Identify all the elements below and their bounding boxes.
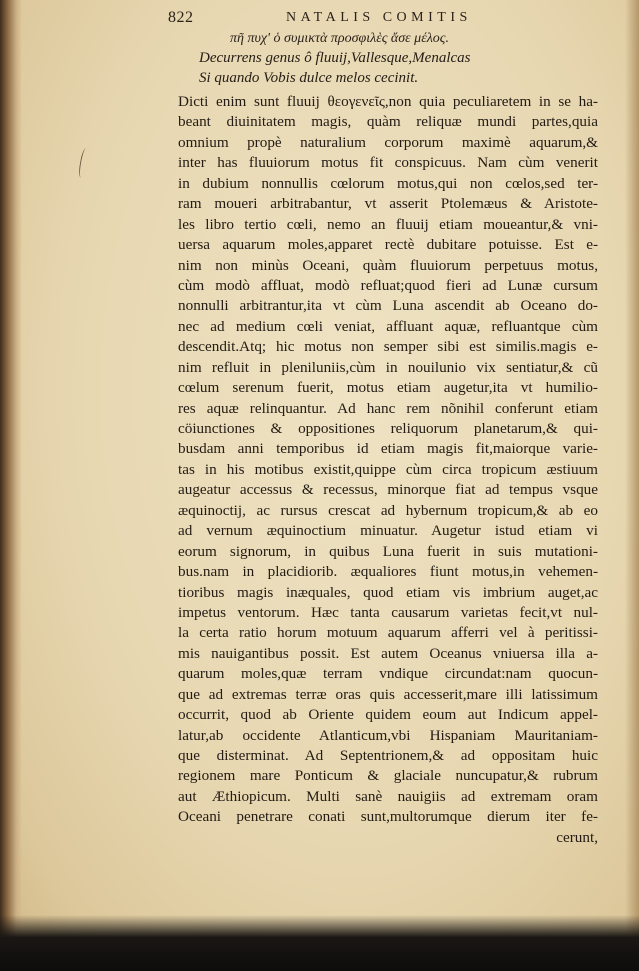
- bottom-shadow: [0, 915, 639, 971]
- text-line: æquinoctij, ac rursus crescat ad hybernum tropicum,& ab eo: [178, 501, 598, 519]
- page-fore-edge: [625, 0, 639, 971]
- text-line: eorum signorum, in quibus Luna fuerit in suis mutationi-: [178, 542, 598, 560]
- text-line: tas in his motibus existit,quippe cùm circa tropicum æstiuum: [178, 460, 598, 478]
- text-line: descendit.Atq; hic motus non semper sibi est similis.magis e-: [178, 338, 598, 356]
- text-line: busdam anni temporibus id etiam magis fit,maiorque varie-: [178, 440, 598, 458]
- text-line: res aquæ relinquantur. Ad hanc rem nõnihil conferunt etiam: [178, 399, 598, 417]
- text-line: Dicti enim sunt fluuij θεογενεῖς,non quia peculiaretem in se ha-: [178, 93, 598, 110]
- text-line: ad vernum æquinoctium minuatur. Augetur istud etiam vi: [178, 522, 598, 540]
- text-line: inter has fluuiorum motus fit conspicuus. Nam cùm venerit: [178, 154, 598, 172]
- page-number: 822: [168, 9, 194, 26]
- text-line: que disterminat. Ad Septentrionem,& ad oppositam huic: [178, 747, 598, 764]
- text-line: cöiunctiones & oppositiones reliquorum planetarum,& qui-: [178, 420, 598, 437]
- text-line: latur,ab occidente Atlanticum,vbi Hispaniam Mauritaniam-: [178, 726, 598, 744]
- text-line: que ad extremas terræ oras quis accesserit,mare illi latissimum: [178, 685, 598, 703]
- page-spine-shadow: [0, 0, 22, 971]
- margin-ink-mark: [77, 148, 89, 179]
- text-line: aut Æthiopicum. Multi sanè nauigiis ad extremam oram: [178, 787, 598, 805]
- text-line: Oceani penetrare conati sunt,multorumque dierum iter fe-: [178, 808, 598, 826]
- text-line: nonnulli arbitrantur,ita vt cùm Luna ascendit ab Oceano do-: [178, 297, 598, 315]
- greek-verse-line: πῆ πυχ' ὁ συμικτὰ προσφιλὲς ἄσε μέλος.: [230, 31, 449, 46]
- body-text: [178, 92, 598, 848]
- text-line: impetus ventorum. Hæc tanta causarum varietas fecit,vt nul-: [178, 603, 598, 621]
- latin-verse-line: Decurrens genus ô fluuij,Vallesque,Menalcas: [199, 50, 471, 66]
- text-line: la certa ratio horum motuum aquarum afferri vel à peritissi-: [178, 624, 598, 642]
- text-line: in dubium nonnullis cœlorum motus,qui non cœlos,sed ter-: [178, 174, 598, 192]
- page-header: [168, 9, 638, 29]
- text-line: mis nauigantibus possit. Est autem Oceanus vniuersa illa a-: [178, 644, 598, 662]
- text-line: nim refluit in pleniluniis,cùm in nouilunio vix sentiatur,& cũ: [178, 358, 598, 376]
- text-line: regionem mare Ponticum & glaciale nuncupatur,& rubrum: [178, 767, 598, 785]
- text-line: omnium propè naturalium corporum maximè aquarum,&: [178, 133, 598, 151]
- text-line: cœlum serenum fuerit, motus etiam augetur,ita vt humilio-: [178, 379, 598, 397]
- text-line: cùm modò affluat, modò refluat;quod fieri ad Lunæ cursum: [178, 276, 598, 294]
- text-line: les libro tertio cœli, nemo an fluuij etiam moueantur,& vni-: [178, 215, 598, 233]
- running-head: NATALIS COMITIS: [286, 10, 472, 25]
- text-line: ram moueri arbitrabantur, vt asserit Ptolemæus & Aristote-: [178, 195, 598, 213]
- text-line: nec ad medium cœli veniat, affluant aquæ, refluantque cùm: [178, 317, 598, 335]
- text-line: augeatur accessus & recessus, minorque fiat ad tempus vsque: [178, 481, 598, 499]
- text-line: beant diuinitatem magis, quàm reliquæ mundi partes,quia: [178, 113, 598, 131]
- text-line: bus.nam in placidiorib. æqualiores fiunt motus,in vehemen-: [178, 563, 598, 581]
- latin-verse-line: Si quando Vobis dulce melos cecinit.: [199, 70, 419, 86]
- text-line: nim non minùs Oceani, quàm fluuiorum perpetuus motus,: [178, 256, 598, 274]
- catchword: cerunt,: [556, 828, 598, 846]
- text-line: occurrit, quod ab Oriente quidem eoum aut Indicum appel-: [178, 706, 598, 724]
- text-line: uersa aquarum moles,apparet rectè dubitare potuisse. Est e-: [178, 236, 598, 254]
- text-line: quarum moles,quæ terram vndique circundat:nam quocun-: [178, 665, 598, 683]
- text-line: tioribus magis inæquales, quod etiam vis imbrium auget,ac: [178, 583, 598, 601]
